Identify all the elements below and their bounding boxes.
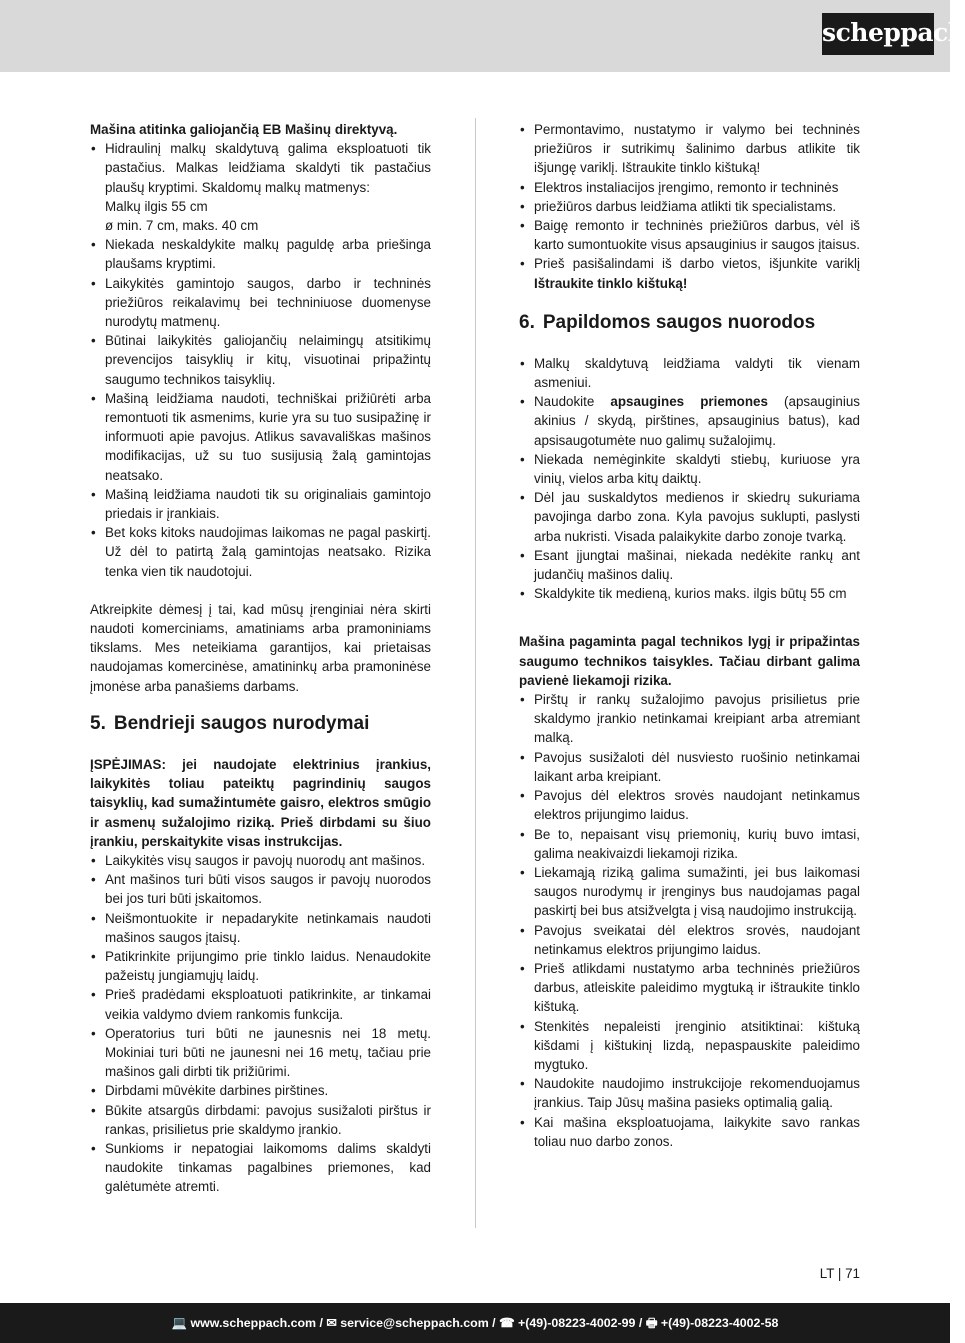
list-item: • Niekada nemėginkite skaldyti stiebų, kuriuose yra vinių, vielos arba kitų daiktų.	[519, 450, 860, 488]
phone-number: +(49)-08223-4002-99 /	[517, 1316, 643, 1330]
list-item: • Dėl jau suskaldytos medienos ir skiedrų sukuriama pavojinga darbo zona. Kyla pavojus suklupti, paslysti arba nukristi. Visada palaikykite darbo zonoje tvarką.	[519, 488, 860, 546]
intro-list	[90, 139, 431, 581]
maintenance-list	[519, 120, 860, 293]
residual-risk-heading: Mašina pagaminta pagal technikos lygį ir pripažintas saugumo technikos taisykles. Tačiau dirbant galima pavienė liekamoji rizika.	[519, 634, 860, 688]
item-text: Naudokite	[534, 394, 595, 410]
list-item: • Skaldykite tik medieną, kurios maks. ilgis būtų 55 cm	[519, 584, 860, 603]
left-column	[90, 120, 431, 1197]
website-link[interactable]: www.scheppach.com /	[190, 1316, 323, 1330]
item-text: Prieš pasišalindami iš darbo vietos, išjunkite variklį	[534, 256, 860, 272]
list-item: • Mašiną leidžiama naudoti, techniškai prižiūrėti arba remontuoti tik asmenims, kurie yra su tuo susipažinę ir informuoti apie pavojus. Atlikus savavališkas mašinos modifikacijas, už su tuo susijusią žalą gamintojas neatsako.	[90, 389, 431, 485]
list-item: • Pirštų ir rankų sužalojimo pavojus prisilietus prie skaldymo įrankio netinkamai kreipiant arba atremiant malką.	[519, 690, 860, 748]
item-bold-text: apsaugines priemones	[610, 394, 768, 410]
fax-icon: 🖶	[645, 1316, 658, 1330]
list-item: • Dirbdami mūvėkite darbines pirštines.	[90, 1081, 431, 1100]
list-item: • Prieš atlikdami nustatymo arba techninės priežiūros darbus, atleiskite paleidimo mygtuką ir ištraukite tinklo kištuką.	[519, 959, 860, 1017]
list-item	[519, 392, 860, 450]
list-item: • Elektros instaliacijos įrengimo, remonto ir techninės	[519, 178, 860, 197]
email-link[interactable]: service@scheppach.com /	[340, 1316, 496, 1330]
list-item: • Liekamąją riziką galima sumažinti, jei bus laikomasi saugos nurodymų ir įrenginys bus naudojamas pagal paskirtį bei bus atsižvelgta į visą naudojimo instrukciją.	[519, 863, 860, 921]
dimension-length: Malkų ilgis 55 cm	[105, 198, 208, 214]
list-item: • Mašiną leidžiama naudoti tik su originaliais gamintojo priedais ir įrankiais.	[90, 485, 431, 523]
list-item: • Kai mašina eksploatuojama, laikykite savo rankas toliau nuo darbo zonos.	[519, 1113, 860, 1151]
notice-paragraph: Atkreipkite dėmesį į tai, kad mūsų įrenginiai nėra skirti naudoti komerciniams, amatiniams arba pramoniniams tikslams. Mes neteikiama garantijos, kai prietaisas naudojamas komercinėse, amatininkų arba pramoninėse įmonėse arba panašiems darbams.	[90, 601, 431, 694]
monitor-icon: 💻	[171, 1316, 188, 1330]
list-item: • Būkite atsargūs dirbdami: pavojus susižaloti pirštus ir rankas, prisilietus prie skaldymo įrankio.	[90, 1101, 431, 1139]
additional-safety-list	[519, 354, 860, 604]
item-bold-text: Ištraukite tinklo kištuką!	[534, 275, 688, 291]
list-item: • Permontavimo, nustatymo ir valymo bei techninės priežiūros ir sutrikimų šalinimo darbus atlikite tik išjungę variklį. Ištraukite tinklo kištuką!	[519, 120, 860, 178]
list-item: • Naudokite naudojimo instrukcijoje rekomenduojamus įrankius. Taip Jūsų mašina pasieks optimalią galią.	[519, 1074, 860, 1112]
section-title: Papildomos saugos nuorodos	[542, 311, 816, 333]
list-item: • Ant mašinos turi būti visos saugos ir pavojų nuorodos bei jos turi būti įskaitomos.	[90, 870, 431, 908]
email-icon: ✉	[326, 1316, 337, 1330]
list-item	[519, 254, 860, 292]
list-item: • Pavojus dėl elektros srovės naudojant netinkamus elektros prijungimo laidus.	[519, 786, 860, 824]
list-item: • Bet koks kitoks naudojimas laikomas ne pagal paskirtį. Už dėl to patirtą žalą gamintojas neatsako. Rizika tenka vien tik naudotojui.	[90, 523, 431, 581]
list-item: • Neišmontuokite ir nepadarykite netinkamais naudoti mašinos saugos įtaisų.	[90, 909, 431, 947]
right-column	[519, 120, 860, 1151]
list-item: • Hidraulinį malkų skaldytuvą galima eksploatuoti tik pastačius. Malkas leidžiama skaldyti tik pastačius plaušų kryptimi. Skaldomų malkų matmenys:	[90, 139, 431, 197]
list-item: • Niekada neskaldykite malkų paguldę arba priešinga plaušams kryptimi.	[90, 235, 431, 273]
list-item: • Esant įjungtai mašinai, niekada nedėkite rankų ant judančių mašinos dalių.	[519, 546, 860, 584]
section-6-heading	[519, 311, 860, 335]
scheppach-logo: scheppach	[822, 13, 934, 55]
list-item: • Būtinai laikykitės galiojančių nelaimingų atsitikimų prevencijos taisyklių ir kitų, visuotinai pripažintų saugumo technikos taisyklių.	[90, 331, 431, 389]
safety-list	[90, 851, 431, 1197]
list-item: • priežiūros darbus leidžiama atlikti tik specialistams.	[519, 197, 860, 216]
residual-risk-list	[519, 690, 860, 1151]
list-item: • Patikrinkite prijungimo prie tinklo laidus. Nenaudokite pažeistų jungiamųjų laidų.	[90, 947, 431, 985]
list-item: • Laikykitės visų saugos ir pavojų nuorodų ant mašinos.	[90, 851, 431, 870]
list-item: • Pavojus susižaloti dėl nusviesto ruošinio netinkamai laikant arba kreipiant.	[519, 748, 860, 786]
section-number: 6.	[519, 311, 535, 333]
section-number: 5.	[90, 712, 106, 734]
header-band	[0, 0, 950, 72]
list-item: • Pavojus sveikatai dėl elektros srovės, naudojant netinkamus elektros prijungimo laidus.	[519, 921, 860, 959]
footer-bar	[0, 1303, 950, 1343]
fax-number: +(49)-08223-4002-58	[660, 1316, 779, 1330]
list-item: • Be to, nepaisant visų priemonių, kurių buvo imtasi, galima neakivaizdi liekamoji rizika.	[519, 825, 860, 863]
item-text: (apsauginius akinius / skydą, pirštines, apsauginius batus), kad apsisaugotumėte nuo galimų sužalojimų.	[534, 394, 860, 448]
list-item: • Malkų skaldytuvą leidžiama valdyti tik vienam asmeniui.	[519, 354, 860, 392]
column-divider	[475, 118, 476, 1228]
list-item: • Sunkioms ir nepatogiai laikomoms dalims skaldyti naudokite tinkamas pagalbines priemones, kad galėtumėte atremti.	[90, 1139, 431, 1197]
section-title: Bendrieji saugos nurodymai	[113, 712, 370, 734]
page-number: LT | 71	[819, 1266, 860, 1281]
phone-icon: ☎	[499, 1316, 515, 1330]
list-item: • Operatorius turi būti ne jaunesnis nei 18 metų. Mokiniai turi būti ne jaunesni nei 16 metų, tačiau prie mašinos gali dirbti tik prižiūrimi.	[90, 1024, 431, 1082]
intro-heading: Mašina atitinka galiojančią EB Mašinų direktyvą.	[90, 122, 398, 137]
section-5-heading	[90, 712, 431, 736]
list-item: • Prieš pradėdami eksploatuoti patikrinkite, ar tinkamai veikia valdymo dviem rankomis funkcija.	[90, 985, 431, 1023]
list-item: • Laikykitės gamintojo saugos, darbo ir techninės priežiūros reikalavimų bei techniniuose duomenyse nurodytų matmenų.	[90, 274, 431, 332]
list-item: • Baigę remonto ir techninės priežiūros darbus, vėl iš karto sumontuokite visus apsauginius ir saugos įtaisus.	[519, 216, 860, 254]
list-item: • Stenkitės nepaleisti įrenginio atsitiktinai: kištuką kišdami į kištukinį lizdą, nepaspauskite paleidimo mygtuko.	[519, 1017, 860, 1075]
warning-text: ĮSPĖJIMAS: jei naudojate elektrinius įrankius, laikykitės toliau pateiktų pagrindinių saugos taisyklių, kad sumažintumėte gaisro, elektros smūgio ir asmenų sužalojimo riziką. Prieš dirbdami su šiuo įrankiu, perskaitykite visas instrukcijas.	[90, 756, 431, 849]
dimension-diameter: ø min. 7 cm, maks. 40 cm	[105, 218, 259, 234]
